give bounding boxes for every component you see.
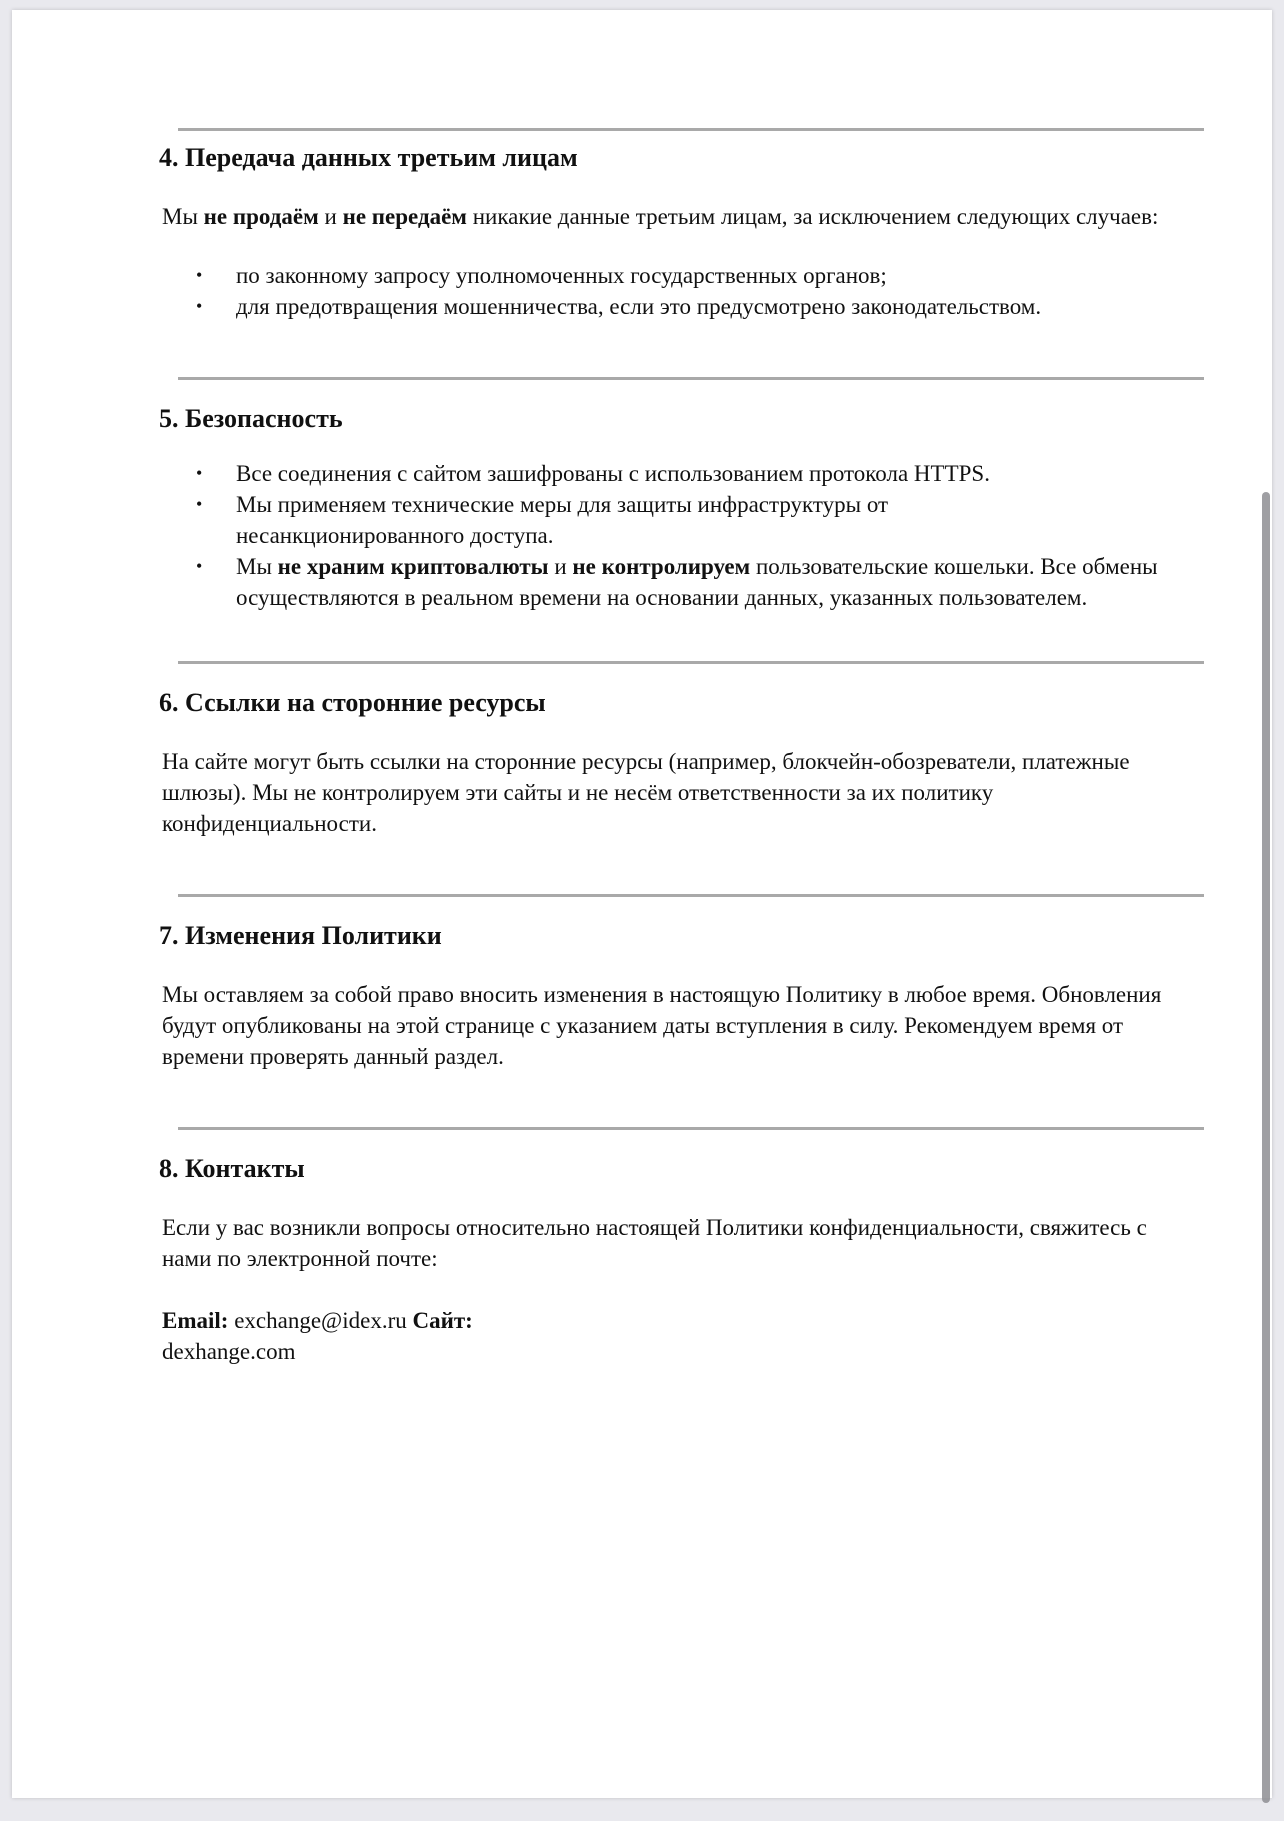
email-link[interactable]: exchange@idex.ru <box>228 1308 413 1333</box>
list-item: • Мы применяем технические меры для защиты инфраструктуры от несанкционированного доступа. <box>159 489 956 551</box>
scrollbar-thumb[interactable] <box>1262 492 1270 1803</box>
section-7-title: 7. Изменения Политики <box>159 921 442 950</box>
site-label: Сайт: <box>412 1308 473 1333</box>
bullet-icon: • <box>196 296 203 316</box>
site-link[interactable]: dexhange.com <box>162 1339 296 1364</box>
section-4-title: 4. Передача данных третьим лицам <box>159 143 578 172</box>
section-6-title: 6. Ссылки на сторонние ресурсы <box>159 688 546 717</box>
section-8-text: Если у вас возникли вопросы относительно настоящей Политики конфиденциальности, свяжитесь с нами по электронной почте: <box>162 1215 1147 1271</box>
section-7-text: Мы оставляем за собой право вносить изменения в настоящую Политику в любое время. Обновления будут опубликованы на этой странице с указанием даты вступления в силу. Рекомендуем время от времени проверять данный раздел. <box>162 982 1162 1069</box>
bullet-icon: • <box>196 265 203 285</box>
document-content <box>159 128 1194 1367</box>
list-item: • Все соединения с сайтом зашифрованы с использованием протокола HTTPS. <box>159 458 1194 489</box>
section-4-list <box>159 260 1194 322</box>
document-page <box>12 10 1272 1798</box>
section-4-text: Мы не продаём и не передаём никакие данные третьим лицам, за исключением следующих случаев: <box>162 204 1159 229</box>
list-item: • по законному запросу уполномоченных государственных органов; <box>159 260 1194 291</box>
list-item: • Мы не храним криптовалюты и не контролируем пользовательские кошельки. Все обмены осуществляются в реальном времени на основании данных, указанных пользователем. <box>159 551 1196 613</box>
contact-info <box>162 1305 1194 1367</box>
section-4 <box>159 131 1194 322</box>
section-6-text: На сайте могут быть ссылки на сторонние ресурсы (например, блокчейн-обозреватели, платежные шлюзы). Мы не контролируем эти сайты и не несём ответственности за их политику конфиденциальности. <box>162 749 1130 836</box>
bullet-icon: • <box>196 494 203 514</box>
section-5 <box>159 380 1194 613</box>
bullet-icon: • <box>196 463 203 483</box>
email-label: Email: <box>162 1308 229 1333</box>
section-8 <box>159 1130 1194 1367</box>
bullet-icon: • <box>196 556 203 576</box>
list-item: • для предотвращения мошенничества, если это предусмотрено законодательством. <box>159 291 1194 322</box>
section-8-title: 8. Контакты <box>159 1154 305 1183</box>
section-6 <box>159 664 1194 839</box>
section-5-title: 5. Безопасность <box>159 404 343 433</box>
section-7 <box>159 897 1194 1072</box>
section-5-list <box>159 458 1194 613</box>
